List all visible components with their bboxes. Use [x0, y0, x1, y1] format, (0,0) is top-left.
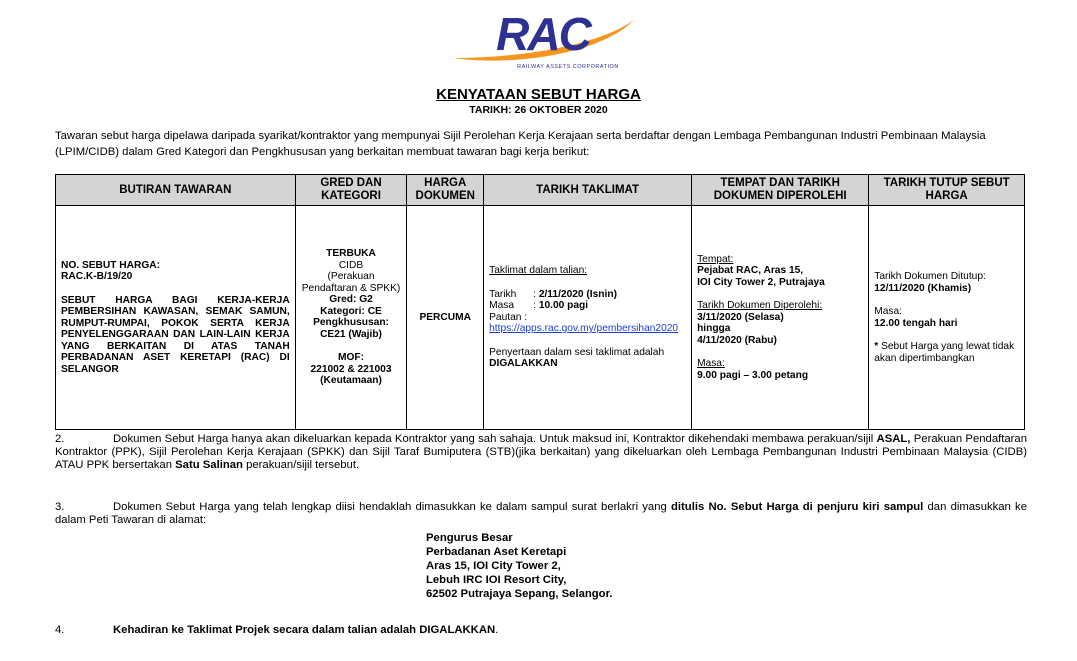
gred-cidb-note: (Perakuan Pendaftaran & SPKK)	[301, 271, 401, 294]
taklimat-pautan-label: Pautan	[489, 311, 522, 323]
address-line: Perbadanan Aset Keretapi	[426, 546, 567, 558]
tutup-masa-label: Masa:	[874, 306, 903, 317]
no-sebut-harga-value: RAC.K-B/19/20	[61, 271, 133, 283]
paragraph-4-text: .	[495, 624, 499, 636]
taklimat-heading: Taklimat dalam talian:	[489, 265, 588, 277]
cell-taklimat	[484, 206, 692, 430]
cell-butiran	[56, 206, 296, 430]
table-row	[56, 206, 1025, 430]
address-line: Lebuh IRC IOI Resort City,	[426, 574, 567, 586]
rac-logo	[448, 6, 638, 70]
paragraph-3-text2: dan dimasukkan ke dalam Peti Tawaran di alamat:	[55, 501, 1027, 526]
taklimat-masa-value: 10.00 pagi	[538, 300, 589, 312]
cell-tempat	[692, 206, 869, 430]
cell-tutup	[869, 206, 1025, 430]
no-sebut-harga-label: NO. SEBUT HARGA:	[61, 259, 161, 271]
address-line: Aras 15, IOI City Tower 2,	[426, 560, 561, 572]
paragraph-4-bold: Kehadiran ke Taklimat Projek secara dalam talian adalah DIGALAKKAN	[113, 624, 496, 636]
taklimat-link[interactable]: https://apps.rac.gov.my/pembersihan2020	[489, 323, 679, 335]
header-tutup: TARIKH TUTUP SEBUT HARGA	[869, 175, 1025, 206]
taklimat-tarikh: Tarikh : 2/11/2020 (Isnin)	[489, 288, 617, 300]
kategori-value: Kategori: CE	[320, 305, 382, 317]
taklimat-tarikh-label: Tarikh	[489, 288, 517, 300]
header-gred: GRED DAN KATEGORI	[295, 175, 407, 206]
header-tempat: TEMPAT DAN TARIKH DOKUMEN DIPEROLEHI	[692, 175, 869, 206]
mof-value: 221002 & 221003	[310, 363, 392, 375]
tempat-line2: IOI City Tower 2, Putrajaya	[697, 276, 825, 288]
paragraph-2-text3: perakuan/sijil tersebut.	[242, 459, 360, 471]
tempat-line1: Pejabat RAC, Aras 15,	[697, 265, 804, 277]
pengkhususan-label: Pengkhususan:	[313, 317, 389, 329]
address-block	[426, 531, 613, 601]
gred-terbuka: TERBUKA	[326, 248, 376, 260]
paragraph-3-bold1: ditulis No. Sebut Harga di penjuru kiri sampul	[671, 501, 924, 513]
paragraph-2-text2: Perakuan Pendaftaran Kontraktor (PPK), Sijil Perolehan Kerja Kerajaan (SPKK) dan Sijil Taraf Bumiputera (STB)(jika berkaitan) yang dikeluarkan oleh Lembaga Pembangunan Industri Pembinaan Malaysia (CIDB) ATAU PPK bersertakan	[55, 433, 1027, 471]
tutup-note-star: *	[874, 341, 879, 352]
tender-table	[55, 174, 1025, 430]
tempat-label: Tempat:	[697, 253, 734, 265]
page-title: KENYATAAN SEBUT HARGA	[436, 86, 641, 103]
taklimat-note-bold: DIGALAKKAN	[489, 358, 558, 370]
paragraph-4-number: 4.	[55, 624, 65, 636]
taklimat-masa: Masa : 10.00 pagi	[489, 300, 589, 312]
taklimat-pautan: Pautan :	[489, 311, 528, 323]
address-line: Pengurus Besar	[426, 532, 513, 544]
intro-paragraph: Tawaran sebut harga dipelawa daripada syarikat/kontraktor yang mempunyai Sijil Perolehan Kerja Kerajaan serta berdaftar dengan Lembaga Pembangunan Industri Pembinaan Malaysia (LPIM/CIDB) dalam Gred Kategori dan Pengkhususan yang berkaitan membuat tawaran bagi kerja berikut:	[55, 130, 986, 158]
paragraph-2-bold2: Satu Salinan	[175, 459, 243, 471]
tarikh-diperolehi-hingga: hingga	[697, 323, 731, 335]
taklimat-tarikh-value: 2/11/2020 (Isnin)	[538, 288, 617, 300]
mof-label: MOF:	[337, 352, 365, 364]
gred-value: Gred: G2	[329, 294, 373, 306]
paragraph-2-text1: Dokumen Sebut Harga hanya akan dikeluarkan kepada Kontraktor yang sah sahaja. Untuk maksud ini, Kontraktor dikehendaki membawa perakuan/sijil	[113, 433, 877, 445]
header-taklimat: TARIKH TAKLIMAT	[484, 175, 692, 206]
tarikh-diperolehi-label: Tarikh Dokumen Diperolehi:	[697, 300, 823, 312]
mof-note: (Keutamaan)	[320, 375, 382, 387]
paragraph-2-number: 2.	[55, 433, 65, 445]
gred-cidb: CIDB	[338, 259, 364, 271]
tutup-note	[874, 341, 1019, 364]
paragraph-4	[55, 624, 1027, 637]
tarikh-diperolehi-from: 3/11/2020 (Selasa)	[697, 311, 784, 323]
tutup-masa-value: 12.00 tengah hari	[874, 317, 958, 329]
paragraph-3-text1: Dokumen Sebut Harga yang telah lengkap diisi hendaklah dimasukkan ke dalam sampul surat berlakri yang	[113, 501, 671, 513]
header-butiran: BUTIRAN TAWARAN	[56, 175, 296, 206]
taklimat-masa-label: Masa	[489, 300, 515, 312]
header-harga: HARGA DOKUMEN	[407, 175, 484, 206]
cell-harga: PERCUMA	[407, 206, 484, 430]
tender-description: SEBUT HARGA BAGI KERJA-KERJA PEMBERSIHAN KAWASAN, SEMAK SAMUN, RUMPUT-RUMPAI, POKOK SERTA KERJA PENYELENGGARAAN DAN LAIN-LAIN KERJA YANG BERKAITAN DI ATAS TANAH PERBADANAN ASET KERETAPI (RAC) DI SELANGOR	[61, 294, 290, 375]
pengkhususan-value: CE21 (Wajib)	[320, 328, 382, 340]
tarikh-diperolehi-to: 4/11/2020 (Rabu)	[697, 334, 777, 346]
logo-subtitle: RAILWAY ASSETS CORPORATION	[517, 64, 619, 70]
cell-gred	[295, 206, 407, 430]
paragraph-3-number: 3.	[55, 501, 65, 513]
page-date: TARIKH: 26 OKTOBER 2020	[469, 104, 608, 116]
paragraph-3	[55, 501, 1027, 527]
tutup-value: 12/11/2020 (Khamis)	[874, 282, 972, 294]
tempat-masa-value: 9.00 pagi – 3.00 petang	[697, 369, 809, 381]
tutup-label: Tarikh Dokumen Ditutup:	[874, 271, 986, 282]
logo-text: RAC	[496, 8, 590, 60]
tutup-note-text: Sebut Harga yang lewat tidak akan dipertimbangkan	[874, 341, 1015, 364]
paragraph-2	[55, 433, 1027, 472]
tempat-masa-label: Masa:	[697, 358, 725, 370]
paragraph-2-bold1: ASAL,	[876, 433, 911, 445]
taklimat-note-text: Penyertaan dalam sesi taklimat adalah	[489, 346, 665, 358]
address-line: 62502 Putrajaya Sepang, Selangor.	[426, 588, 613, 600]
taklimat-note	[489, 347, 686, 370]
